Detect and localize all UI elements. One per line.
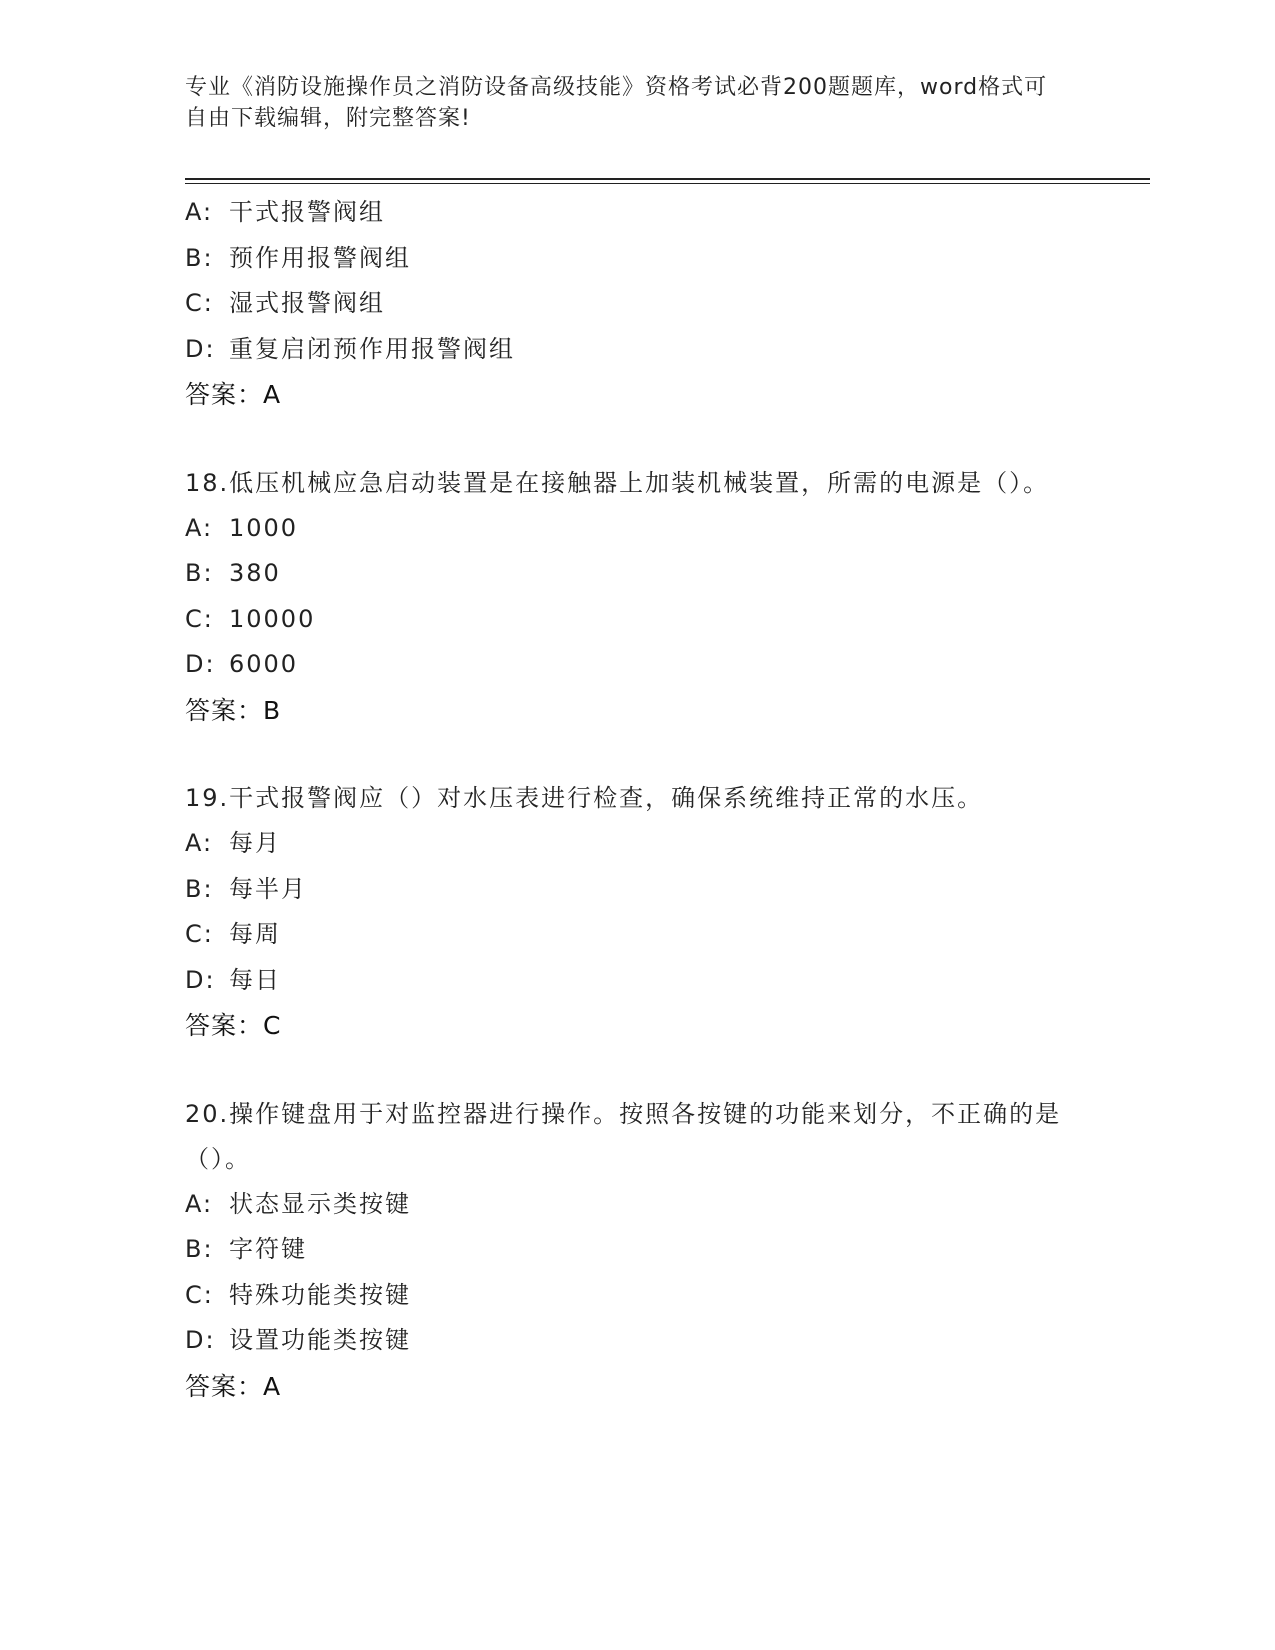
option-a — [185, 821, 1075, 867]
option-text: 重复启闭预作用报警阀组 — [229, 334, 515, 363]
header-divider-thick — [185, 178, 1150, 180]
option-letter: D: — [185, 965, 216, 994]
option-b — [185, 1227, 1075, 1273]
option-text: 预作用报警阀组 — [229, 243, 411, 272]
option-letter: A: — [185, 1189, 214, 1218]
option-d — [185, 642, 1075, 688]
question-block-18 — [185, 461, 1075, 734]
document-header: 专业《消防设施操作员之消防设备高级技能》资格考试必背200题题库，word格式可自由下载编辑，附完整答案! — [185, 75, 1048, 131]
option-letter: B: — [185, 559, 214, 587]
question-block-20 — [185, 1092, 1075, 1410]
option-letter: C: — [185, 1280, 214, 1309]
option-text: 状态显示类按键 — [229, 1189, 411, 1218]
option-letter: D: — [185, 334, 216, 363]
option-text: 380 — [229, 559, 281, 587]
option-b — [185, 551, 1075, 597]
answer-line: 答案：C — [185, 1011, 282, 1040]
option-letter: A: — [185, 829, 214, 857]
option-text: 特殊功能类按键 — [229, 1280, 411, 1309]
option-a — [185, 506, 1075, 552]
option-a — [185, 190, 1075, 236]
option-c — [185, 597, 1075, 643]
option-text: 每月 — [229, 829, 281, 857]
option-text: 每半月 — [229, 874, 307, 903]
option-c — [185, 281, 1075, 327]
header-divider-thin — [185, 183, 1150, 184]
option-d — [185, 958, 1075, 1004]
question-stem: 18.低压机械应急启动装置是在接触器上加装机械装置，所需的电源是（）。 — [185, 468, 1050, 497]
option-text: 10000 — [229, 604, 316, 633]
option-letter: B: — [185, 243, 214, 272]
option-letter: B: — [185, 874, 214, 903]
option-letter: A: — [185, 198, 214, 226]
answer-line: 答案：A — [185, 380, 282, 409]
option-c — [185, 1273, 1075, 1319]
answer-line: 答案：B — [185, 695, 282, 725]
option-letter: A: — [185, 513, 214, 542]
option-text: 每周 — [229, 920, 281, 948]
option-letter: C: — [185, 289, 214, 317]
option-text: 1000 — [229, 513, 299, 542]
option-text: 6000 — [229, 650, 299, 678]
option-c — [185, 912, 1075, 958]
option-text: 干式报警阀组 — [229, 198, 385, 226]
option-b — [185, 867, 1075, 913]
question-stem: 19.干式报警阀应（）对水压表进行检查，确保系统维持正常的水压。 — [185, 784, 984, 812]
option-text: 湿式报警阀组 — [229, 289, 385, 317]
option-text: 设置功能类按键 — [229, 1326, 411, 1354]
question-stem: 20.操作键盘用于对监控器进行操作。按照各按键的功能来划分，不正确的是（）。 — [185, 1099, 1062, 1173]
option-text: 字符键 — [229, 1235, 307, 1263]
option-text: 每日 — [229, 965, 281, 994]
option-a — [185, 1182, 1075, 1228]
option-letter: D: — [185, 1326, 216, 1354]
option-d — [185, 327, 1075, 373]
option-b — [185, 236, 1075, 282]
question-block-continued — [185, 190, 1075, 418]
option-letter: D: — [185, 650, 216, 678]
option-letter: C: — [185, 920, 214, 948]
question-block-19 — [185, 776, 1075, 1049]
answer-line: 答案：A — [185, 1371, 282, 1401]
option-d — [185, 1318, 1075, 1364]
question-list — [185, 190, 1075, 1409]
option-letter: B: — [185, 1235, 214, 1263]
option-letter: C: — [185, 604, 214, 633]
